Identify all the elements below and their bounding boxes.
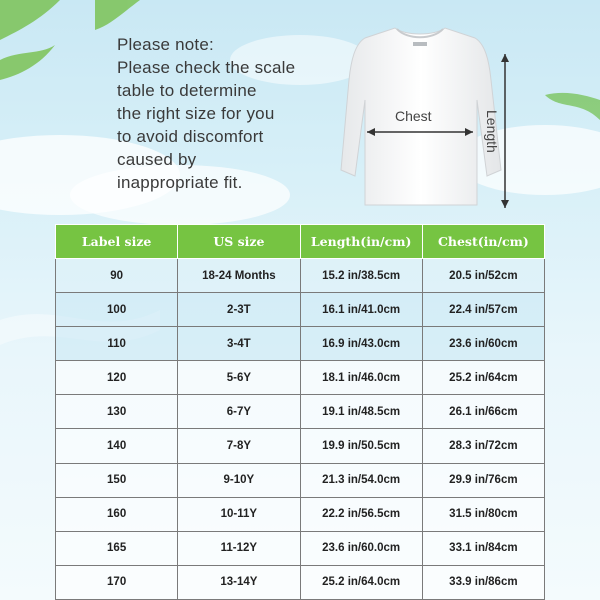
table-row (56, 327, 545, 361)
cell-length: 18.1 in/46.0cm (300, 361, 422, 395)
cell-us-size: 9-10Y (178, 463, 300, 497)
header-length: Length(in/cm) (300, 225, 422, 259)
table-row (56, 463, 545, 497)
note-line: Please note: (117, 35, 214, 54)
size-chart-table (55, 224, 545, 600)
cell-chest: 26.1 in/66cm (422, 395, 544, 429)
cell-label-size: 150 (56, 463, 178, 497)
cell-label-size: 170 (56, 565, 178, 599)
cell-label-size: 90 (56, 259, 178, 293)
cell-chest: 22.4 in/57cm (422, 293, 544, 327)
table-row (56, 395, 545, 429)
length-label: Length (484, 110, 500, 153)
cell-chest: 29.9 in/76cm (422, 463, 544, 497)
note-line: the right size for you (117, 104, 275, 123)
table-header-row (56, 225, 545, 259)
cell-us-size: 6-7Y (178, 395, 300, 429)
header-label-size: Label size (56, 225, 178, 259)
cell-length: 21.3 in/54.0cm (300, 463, 422, 497)
cell-length: 15.2 in/38.5cm (300, 259, 422, 293)
table-row (56, 259, 545, 293)
chest-label: Chest (395, 108, 432, 124)
cell-length: 19.1 in/48.5cm (300, 395, 422, 429)
cell-length: 22.2 in/56.5cm (300, 497, 422, 531)
cell-label-size: 165 (56, 531, 178, 565)
cell-label-size: 100 (56, 293, 178, 327)
cell-chest: 25.2 in/64cm (422, 361, 544, 395)
cell-length: 23.6 in/60.0cm (300, 531, 422, 565)
cell-chest: 33.9 in/86cm (422, 565, 544, 599)
table-row (56, 429, 545, 463)
cell-us-size: 2-3T (178, 293, 300, 327)
table-row (56, 361, 545, 395)
cell-chest: 23.6 in/60cm (422, 327, 544, 361)
cell-chest: 20.5 in/52cm (422, 259, 544, 293)
cell-length: 25.2 in/64.0cm (300, 565, 422, 599)
header-chest: Chest(in/cm) (422, 225, 544, 259)
cell-label-size: 110 (56, 327, 178, 361)
cell-chest: 31.5 in/80cm (422, 497, 544, 531)
table-row (56, 565, 545, 599)
note-line: inappropriate fit. (117, 173, 243, 192)
cell-label-size: 160 (56, 497, 178, 531)
cell-chest: 28.3 in/72cm (422, 429, 544, 463)
cell-us-size: 5-6Y (178, 361, 300, 395)
cell-us-size: 18-24 Months (178, 259, 300, 293)
table-row (56, 497, 545, 531)
size-note (117, 33, 332, 194)
cell-us-size: 13-14Y (178, 565, 300, 599)
palm-leaf-icon (545, 93, 600, 120)
cell-us-size: 3-4T (178, 327, 300, 361)
cell-label-size: 130 (56, 395, 178, 429)
note-line: Please check the scale (117, 58, 296, 77)
note-line: to avoid discomfort (117, 127, 264, 146)
cell-length: 16.1 in/41.0cm (300, 293, 422, 327)
cell-length: 19.9 in/50.5cm (300, 429, 422, 463)
cell-label-size: 120 (56, 361, 178, 395)
table-row (56, 293, 545, 327)
note-line: caused by (117, 150, 197, 169)
table-row (56, 531, 545, 565)
cell-us-size: 11-12Y (178, 531, 300, 565)
cell-label-size: 140 (56, 429, 178, 463)
cell-us-size: 10-11Y (178, 497, 300, 531)
cell-us-size: 7-8Y (178, 429, 300, 463)
header-us-size: US size (178, 225, 300, 259)
cell-length: 16.9 in/43.0cm (300, 327, 422, 361)
note-line: table to determine (117, 81, 257, 100)
cell-chest: 33.1 in/84cm (422, 531, 544, 565)
